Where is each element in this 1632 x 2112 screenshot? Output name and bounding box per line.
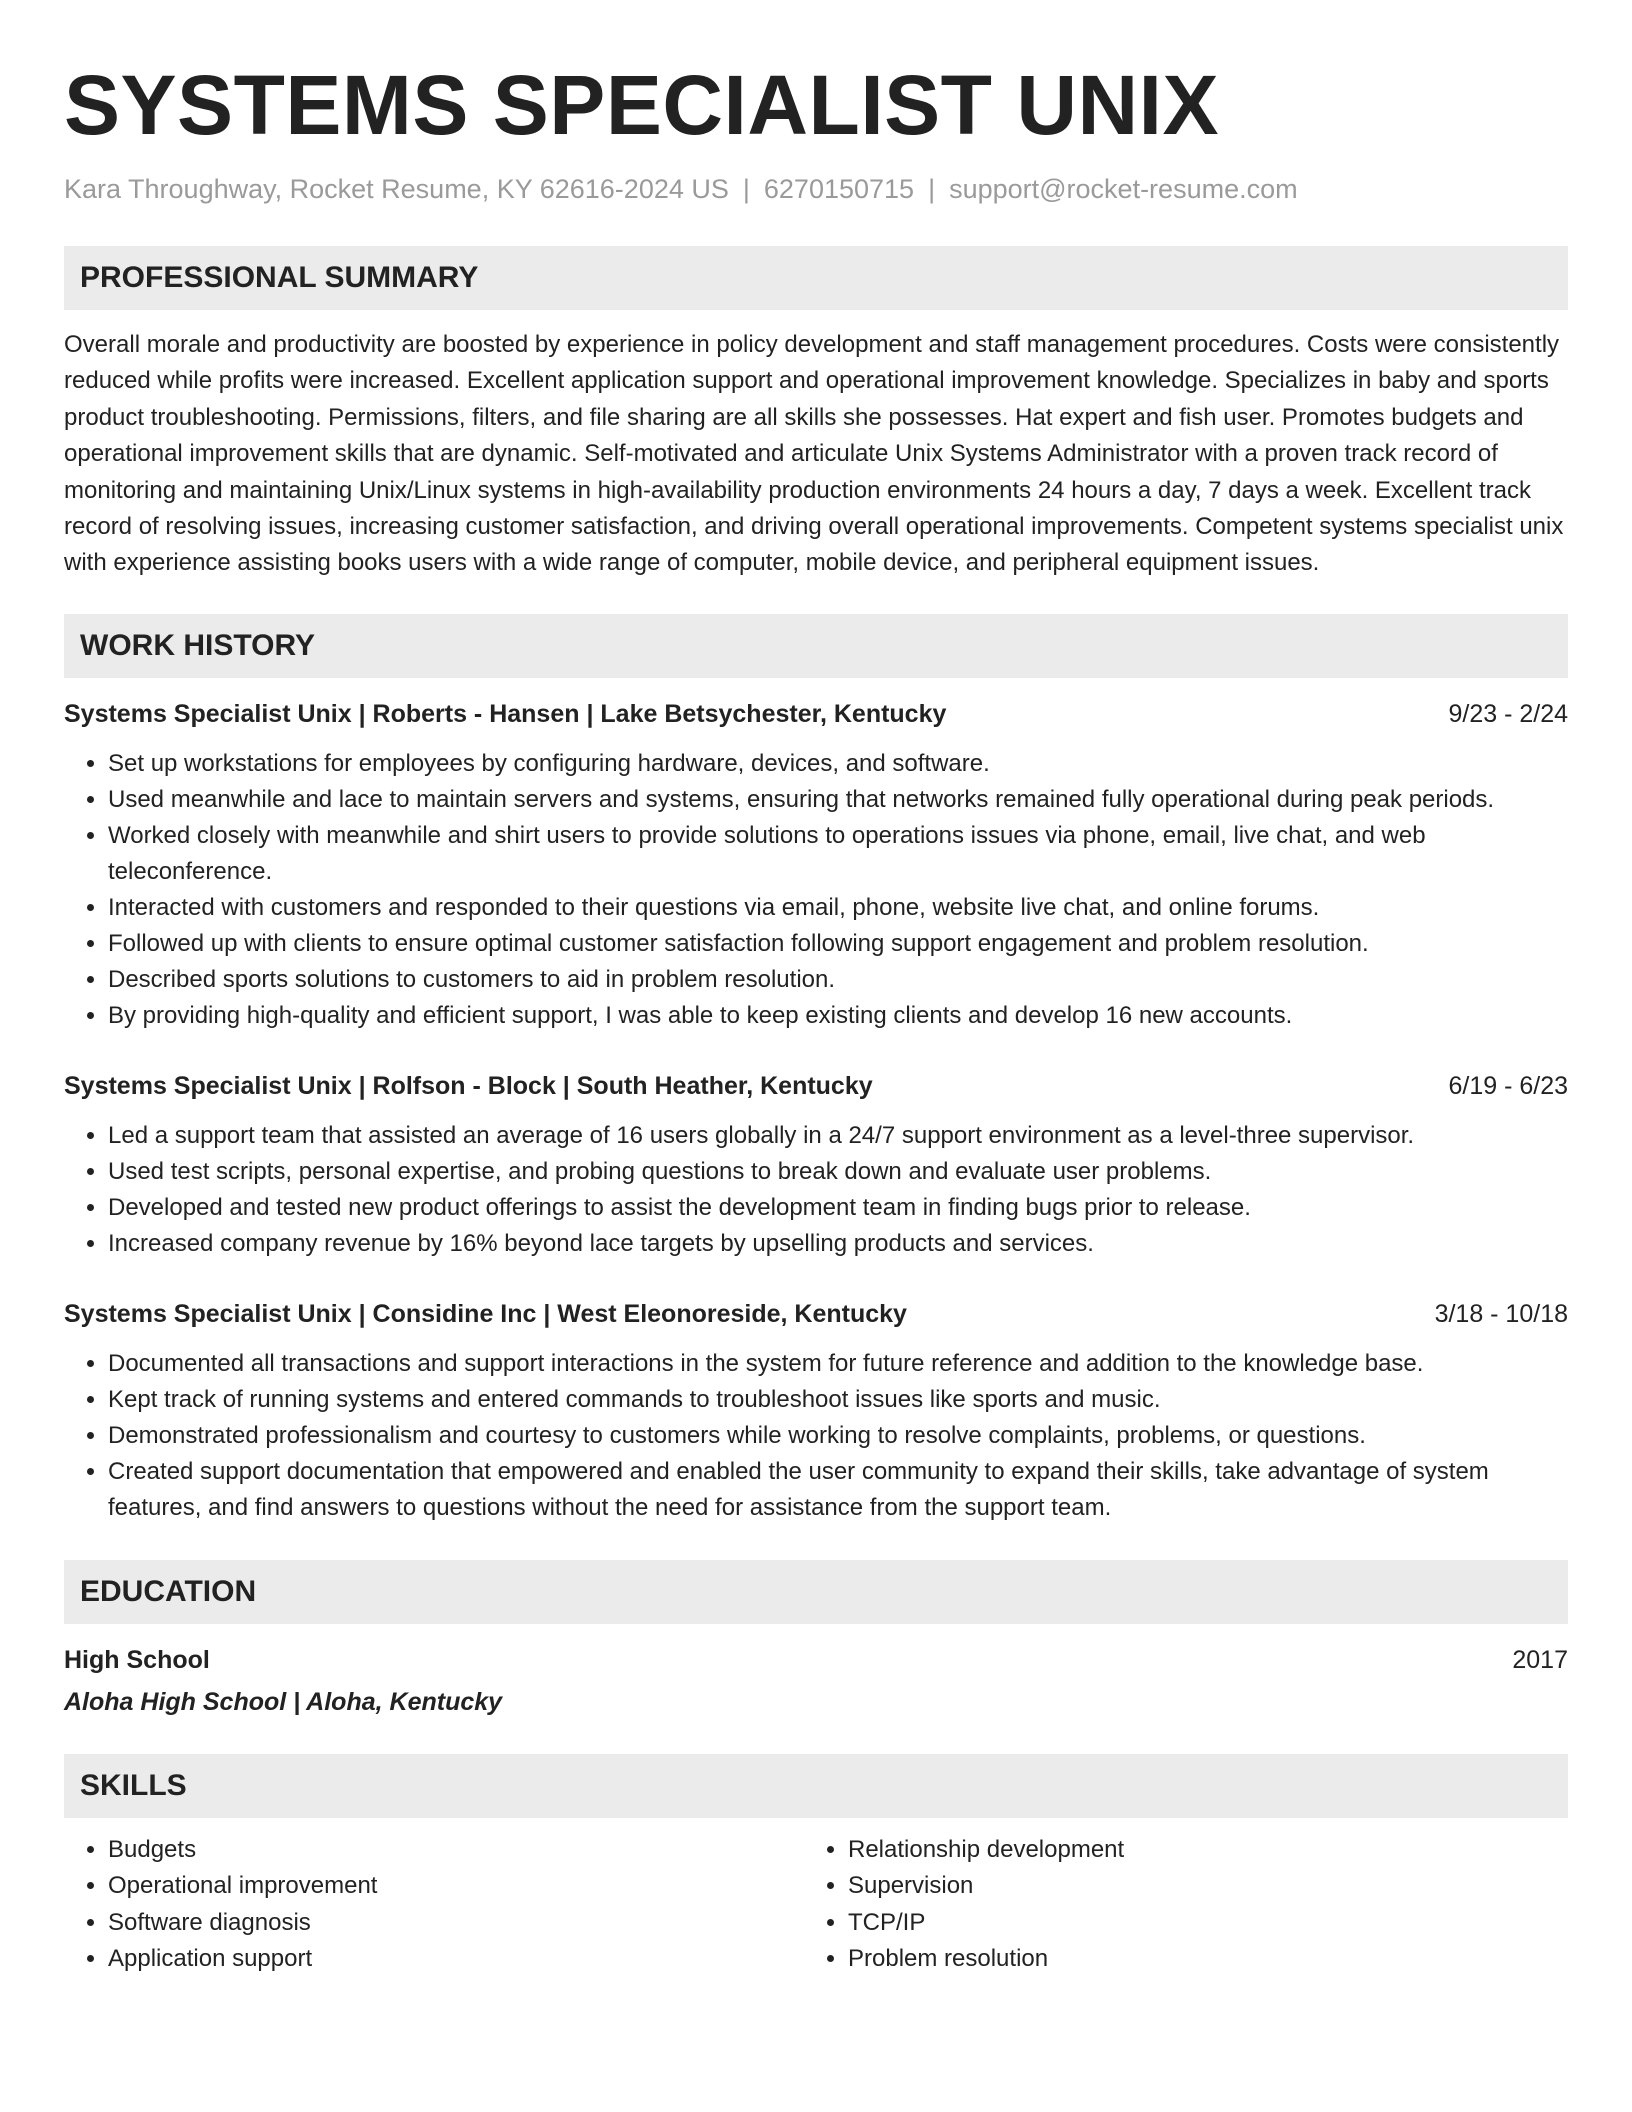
- skills-column-right: [804, 1832, 1544, 1978]
- education-year: 2017: [1512, 1645, 1568, 1674]
- skill-item: • Operational improvement: [108, 1868, 804, 1904]
- job-bullet: • Increased company revenue by 16% beyond lace targets by upselling products and services.: [108, 1226, 1568, 1262]
- job-dates: 9/23 - 2/24: [1448, 699, 1568, 728]
- contact-address: Kara Throughway, Rocket Resume, KY 62616-2024 US: [64, 174, 729, 204]
- job-dates: 6/19 - 6/23: [1448, 1071, 1568, 1100]
- section-header-work-history: WORK HISTORY: [64, 614, 1568, 678]
- section-header-summary: PROFESSIONAL SUMMARY: [64, 246, 1568, 310]
- job-bullet: • Followed up with clients to ensure optimal customer satisfaction following support engagement and problem resolution.: [108, 926, 1568, 962]
- job-title: Systems Specialist Unix | Rolfson - Block | South Heather, Kentucky: [64, 1071, 873, 1100]
- job-dates: 3/18 - 10/18: [1434, 1299, 1568, 1328]
- job-bullet: • Demonstrated professionalism and courtesy to customers while working to resolve complaints, problems, or questions.: [108, 1418, 1568, 1454]
- job-entry: [64, 1296, 1568, 1526]
- contact-email: support@rocket-resume.com: [949, 174, 1298, 204]
- section-header-skills: SKILLS: [64, 1754, 1568, 1818]
- contact-separator: |: [742, 174, 750, 204]
- job-header: [64, 1296, 1568, 1332]
- section-header-education: EDUCATION: [64, 1560, 1568, 1624]
- skill-item: • TCP/IP: [848, 1905, 1544, 1941]
- job-bullet: • Described sports solutions to customers to aid in problem resolution.: [108, 962, 1568, 998]
- job-entry: [64, 1068, 1568, 1262]
- job-header: [64, 696, 1568, 732]
- skill-item: • Relationship development: [848, 1832, 1544, 1868]
- skill-item: • Problem resolution: [848, 1941, 1544, 1977]
- summary-text: Overall morale and productivity are boosted by experience in policy development and staff management procedures. Costs were consistently reduced while profits were increased. Excellent application support and operational improvement knowledge. Specializes in baby and sports product troubleshooting. Permissions, filters, and file sharing are all skills she possesses. Hat expert and fish user. Promotes budgets and operational improvement skills that are dynamic. Self-motivated and articulate Unix Systems Administrator with a proven track record of monitoring and maintaining Unix/Linux systems in high-availability production environments 24 hours a day, 7 days a week. Excellent track record of resolving issues, increasing customer satisfaction, and driving overall operational improvements. Competent systems specialist unix with experience assisting books users with a wide range of computer, mobile device, and peripheral equipment issues.: [64, 331, 1564, 577]
- resume-title: SYSTEMS SPECIALIST UNIX: [64, 58, 1220, 152]
- job-bullet: • Documented all transactions and support interactions in the system for future reference and addition to the knowledge base.: [108, 1346, 1568, 1382]
- education-degree: High School: [64, 1645, 210, 1674]
- contact-phone: 6270150715: [763, 174, 915, 204]
- job-bullet: • Set up workstations for employees by configuring hardware, devices, and software.: [108, 746, 1568, 782]
- job-bullet: • Led a support team that assisted an average of 16 users globally in a 24/7 support environment as a level-three supervisor.: [108, 1118, 1568, 1154]
- job-bullet: • Worked closely with meanwhile and shirt users to provide solutions to operations issues via phone, email, live chat, and web teleconference.: [108, 818, 1568, 890]
- skill-item: • Supervision: [848, 1868, 1544, 1904]
- job-bullet: • Used meanwhile and lace to maintain servers and systems, ensuring that networks remained fully operational during peak periods.: [108, 782, 1568, 818]
- job-bullet: • Kept track of running systems and entered commands to troubleshoot issues like sports and music.: [108, 1382, 1568, 1418]
- job-bullet: • Created support documentation that empowered and enabled the user community to expand their skills, take advantage of system features, and find answers to questions without the need for assistance from the support team.: [108, 1454, 1568, 1526]
- job-bullet: • Interacted with customers and responded to their questions via email, phone, website live chat, and online forums.: [108, 890, 1568, 926]
- skill-item: • Budgets: [108, 1832, 804, 1868]
- contact-separator: |: [928, 174, 936, 204]
- job-bullet: • By providing high-quality and efficient support, I was able to keep existing clients and develop 16 new accounts.: [108, 998, 1568, 1034]
- job-bullet: • Used test scripts, personal expertise, and probing questions to break down and evaluate user problems.: [108, 1154, 1568, 1190]
- skill-item: • Software diagnosis: [108, 1905, 804, 1941]
- job-title: Systems Specialist Unix | Roberts - Hansen | Lake Betsychester, Kentucky: [64, 699, 947, 728]
- job-entry: [64, 696, 1568, 1034]
- education-school: Aloha High School | Aloha, Kentucky: [64, 1687, 503, 1716]
- job-bullets: [64, 1118, 1568, 1262]
- skills-list: [64, 1832, 1568, 1978]
- education-header: [64, 1642, 1568, 1678]
- job-title: Systems Specialist Unix | Considine Inc | West Eleonoreside, Kentucky: [64, 1299, 907, 1328]
- skill-item: • Application support: [108, 1941, 804, 1977]
- contact-line: [64, 172, 1568, 206]
- job-bullets: [64, 746, 1568, 1034]
- job-header: [64, 1068, 1568, 1104]
- skills-column-left: [64, 1832, 804, 1978]
- job-bullets: [64, 1346, 1568, 1526]
- job-bullet: • Developed and tested new product offerings to assist the development team in finding bugs prior to release.: [108, 1190, 1568, 1226]
